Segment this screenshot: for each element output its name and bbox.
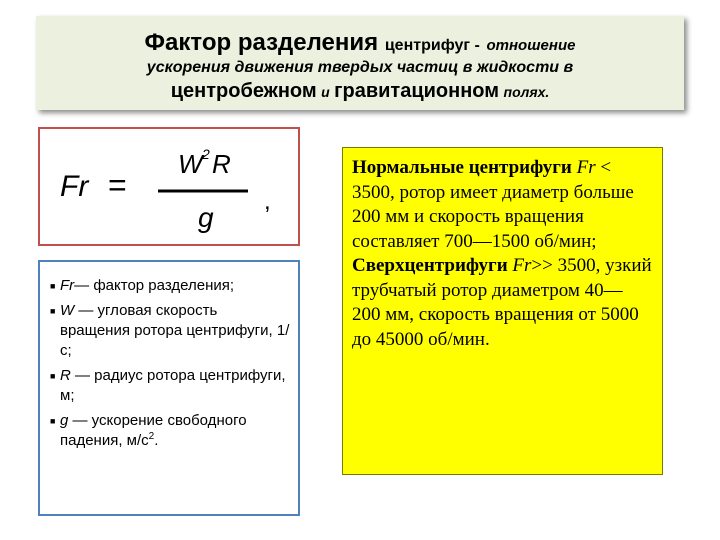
formula-numerator-r: R bbox=[212, 149, 231, 179]
bullet-icon: ■ bbox=[50, 281, 56, 291]
formula-numerator-w: W bbox=[178, 149, 203, 179]
bullet-icon: ■ bbox=[50, 416, 56, 426]
title-line-1 bbox=[36, 29, 684, 57]
definition-fr: ■ Fr— фактор разделения; bbox=[50, 277, 235, 294]
bullet-icon: ■ bbox=[50, 306, 56, 316]
super-heading: Сверхцентрифуги bbox=[352, 255, 508, 276]
title-ratio: отношение bbox=[486, 37, 576, 54]
normal-text: < 3500, ротор имеет диаметр больше 200 мм и скорость вращения составляет 700—1500 об/мин; bbox=[352, 157, 634, 252]
title-gravitational: гравитационном bbox=[334, 79, 500, 102]
title-line-3 bbox=[36, 80, 684, 103]
definitions-box bbox=[38, 260, 300, 516]
formula-box bbox=[38, 127, 300, 246]
definition-r: ■ R — радиус ротора центрифуги, м; bbox=[50, 367, 286, 404]
normal-symbol: Fr bbox=[576, 157, 596, 178]
bullet-icon: ■ bbox=[50, 371, 56, 381]
normal-heading: Нормальные центрифуги bbox=[352, 157, 572, 178]
centrifuge-types-box bbox=[342, 147, 663, 475]
super-text: 3500, узкий трубчатый ротор диаметром 40— 200 мм, скорость вращения от 5000 до 45000 об/мин. bbox=[352, 255, 652, 350]
title-box bbox=[36, 16, 684, 110]
title-fields: полях. bbox=[503, 83, 550, 100]
title-centrifuge: центрифуг - bbox=[384, 37, 480, 54]
formula-comma: , bbox=[264, 188, 271, 215]
formula-numerator-exponent: 2 bbox=[202, 146, 210, 162]
title-centrifugal: центробежном bbox=[170, 79, 317, 102]
super-symbol: Fr bbox=[512, 255, 532, 276]
title-line-2: ускорения движения твердых частиц в жидкости в bbox=[146, 58, 574, 76]
formula-figure bbox=[40, 129, 298, 244]
definition-g: ■ g — ускорение свободного падения, $м/с^2$. bbox=[50, 412, 247, 449]
super-gt: >> bbox=[531, 255, 553, 276]
title-and: и bbox=[321, 83, 330, 100]
definition-w: ■ W — угловая скорость вращения ротора центрифуги, 1/с; bbox=[50, 302, 290, 359]
formula-equals: = bbox=[108, 167, 127, 203]
formula-lhs: Fr bbox=[60, 170, 89, 203]
formula-denominator: g bbox=[198, 202, 214, 233]
title-main: Фактор разделения bbox=[144, 29, 379, 56]
